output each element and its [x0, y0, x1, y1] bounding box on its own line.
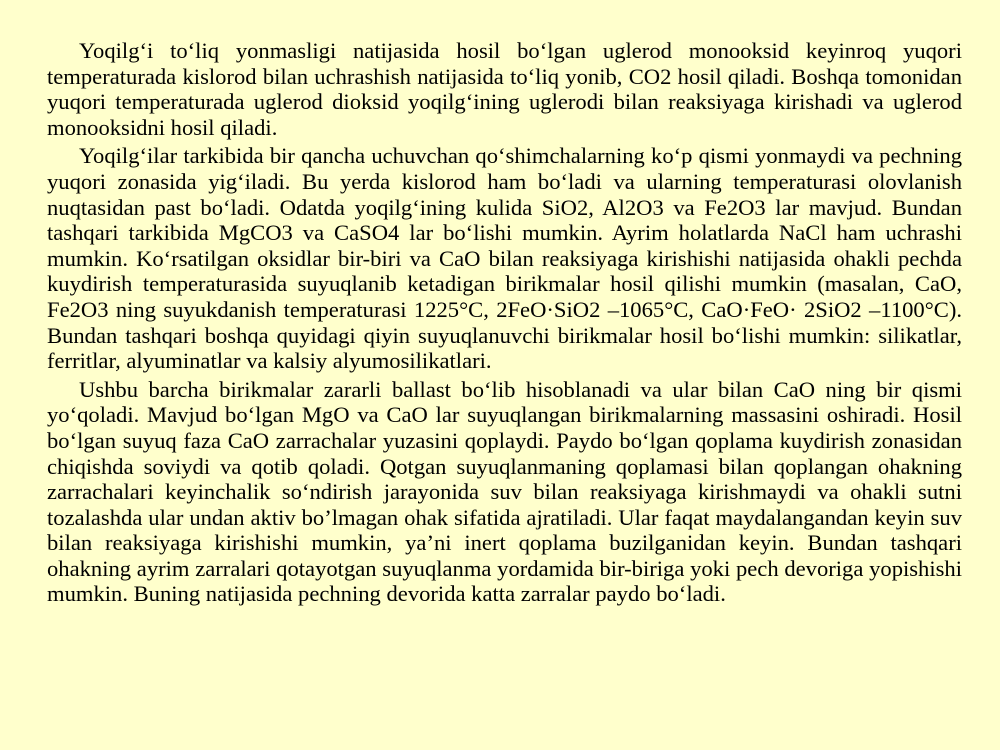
- paragraph-1: Yoqilg‘i to‘liq yonmasligi natijasida hosil bo‘lgan uglerod monooksid keyinroq yuqori temperaturada kislorod bilan uchrashish natijasida to‘liq yonib, CO2 hosil qiladi. Boshqa tomonidan yuqori temperaturada uglerod dioksid yoqilg‘ining uglerodi bilan reaksiyaga kirishadi va uglerod monooksidni hosil qiladi.: [47, 38, 962, 140]
- paragraph-2: Yoqilg‘ilar tarkibida bir qancha uchuvchan qo‘shimchalarning ko‘p qismi yonmaydi va pechning yuqori zonasida yig‘iladi. Bu yerda kislorod ham bo‘ladi va ularning temperaturasi olovlanish nuqtasidan past bo‘ladi. Odatda yoqilg‘ining kulida SiO2, Al2O3 va Fe2O3 lar mavjud. Bundan tashqari tarkibida MgCO3 va CaSO4 lar bo‘lishi mumkin. Ayrim holatlarda NaCl ham uchrashi mumkin. Ko‘rsatilgan oksidlar bir-biri va CaO bilan reaksiyaga kirishishi natijasida ohakli pechda kuydirish temperaturasida suyuqlanib ketadigan birikmalar hosil qilishi mumkin (masalan, CaO, Fe2O3 ning suyukdanish temperaturasi 1225°C, 2FeO·SiO2 –1065°C, CaO·FeO· 2SiO2 –1100°C). Bundan tashqari boshqa quyidagi qiyin suyuqlanuvchi birikmalar hosil bo‘lishi mumkin: silikatlar, ferritlar, alyuminatlar va kalsiy alyumosilikatlari.: [47, 143, 962, 374]
- paragraph-3: Ushbu barcha birikmalar zararli ballast bo‘lib hisoblanadi va ular bilan CaO ning bir qismi yo‘qoladi. Mavjud bo‘lgan MgO va CaO lar suyuqlangan birikmalarning massasini oshiradi. Hosil bo‘lgan suyuq faza CaO zarrachalar yuzasini qoplaydi. Paydo bo‘lgan qoplama kuydirish zonasidan chiqishda soviydi va qotib qoladi. Qotgan suyuqlanmaning qoplamasi bilan qoplangan ohakning zarrachalari keyinchalik so‘ndirish jarayonida suv bilan reaksiyaga kirishmaydi va ohakli sutni tozalashda ular undan aktiv bo’lmagan ohak sifatida ajratiladi. Ular faqat maydalangandan keyin suv bilan reaksiyaga kirishishi mumkin, ya’ni inert qoplama buzilganidan keyin. Bundan tashqari ohakning ayrim zarralari qotayotgan suyuqlanma yordamida bir-biriga yoki pech devoriga yopishishi mumkin. Buning natijasida pechning devorida katta zarralar paydo bo‘ladi.: [47, 376, 962, 607]
- document-body: [47, 38, 962, 607]
